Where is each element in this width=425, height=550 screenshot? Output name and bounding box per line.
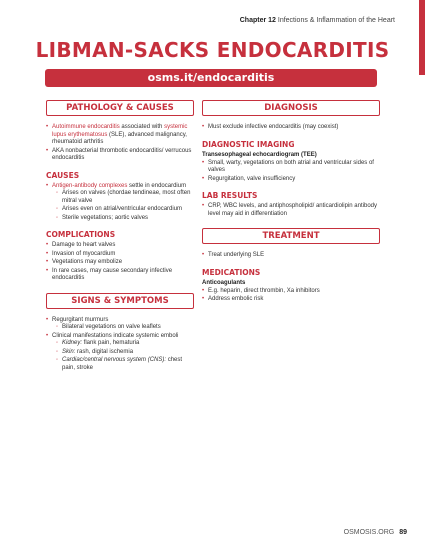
signs-heading: SIGNS & SYMPTOMS [46, 293, 194, 309]
page-number: 89 [399, 529, 407, 536]
causes-list [46, 183, 194, 223]
url-link[interactable]: osms.it/endocarditis [45, 69, 377, 87]
chapter-title: Infections & Inflammation of the Heart [277, 17, 395, 24]
list-item: • E.g. heparin, direct thrombin, Xa inhibitors [202, 288, 380, 296]
list-item: ◦ Cardiac/central nervous system (CNS): chest pain, stroke [56, 357, 194, 372]
list-item: • CRP, WBC levels, and antiphospholipid/ anticardiolipin antibody level may aid in differentiation [202, 203, 380, 218]
footer [344, 529, 407, 536]
list-item: ◦ Sterile vegetations; aortic valves [56, 215, 194, 223]
chapter-header [240, 17, 395, 24]
treatment-list [202, 252, 380, 260]
page-title: LIBMAN-SACKS ENDOCARDITIS [35, 38, 390, 62]
list-item: • Regurgitant murmurs ◦ Bilateral vegetations on valve leaflets [46, 317, 194, 332]
lab-heading: LAB RESULTS [202, 191, 258, 200]
medications-heading: MEDICATIONS [202, 267, 261, 277]
right-column [202, 100, 380, 305]
imaging-heading: DIAGNOSTIC IMAGING [202, 139, 295, 149]
treatment-heading: TREATMENT [202, 228, 380, 244]
diagnosis-heading: DIAGNOSIS [202, 100, 380, 116]
complications-list [46, 242, 194, 283]
list-item: ◦ Kidney: flank pain, hematuria [56, 340, 194, 348]
list-item: • Regurgitation, valve insufficiency [202, 176, 380, 184]
tee-list [202, 160, 380, 184]
pathology-heading: PATHOLOGY & CAUSES [46, 100, 194, 116]
causes-heading: CAUSES [46, 170, 80, 180]
footer-brand: OSMOSIS.ORG [343, 529, 395, 536]
list-item: • Address embolic risk [202, 296, 380, 304]
anticoag-heading: Anticoagulants [202, 279, 246, 286]
left-column [46, 100, 194, 373]
list-item: • In rare cases, may cause secondary infective endocarditis [46, 268, 194, 283]
list-item: • Vegetations may embolize [46, 259, 194, 267]
list-item: ◦ Arises even on atrial/ventricular endocardium [56, 206, 194, 214]
anticoag-list [202, 288, 380, 304]
signs-list [46, 317, 194, 373]
causes-sublist [56, 190, 194, 222]
list-item: • Invasion of myocardium [46, 251, 194, 259]
list-item: • AKA nonbacterial thrombotic endocarditis/ verrucous endocarditis [46, 148, 194, 163]
list-item: ◦ Arises on valves (chordae tendineae, most often mitral valve [56, 190, 194, 205]
list-item: • Treat underlying SLE [202, 252, 380, 260]
complications-heading: COMPLICATIONS [46, 230, 116, 239]
list-item: • Small, warty, vegetations on both atrial and ventricular sides of valves [202, 160, 380, 175]
pathology-list [46, 124, 194, 163]
tee-heading: Transesophageal echocardiogram (TEE) [202, 151, 317, 158]
list-item: ◦ Skin: rash, digital ischemia [56, 349, 194, 357]
chapter-label: Chapter 12 [239, 17, 276, 24]
diagnosis-list [202, 124, 380, 132]
lab-list [202, 203, 380, 218]
list-item: • Clinical manifestations indicate systemic emboli ◦ Kidney: flank pain, hematuria ◦ Skin: rash, digital ischemia ◦ Cardiac/central nervous system (CNS): chest pain, stroke [46, 333, 194, 373]
list-item: • Autoimmune endocarditis associated with systemic lupus erythematosus (SLE), advanced malignancy, rheumatoid arthritis [46, 124, 194, 147]
list-item: • Must exclude infective endocarditis (may coexist) [202, 124, 380, 132]
list-item: • Antigen-antibody complexes settle in endocardium ◦ Arises on valves (chordae tendineae, most often mitral valve ◦ Arises even on atrial/ventricular endocardium ◦ Sterile vegetations; aortic valves [46, 183, 194, 223]
list-item: ◦ Bilateral vegetations on valve leaflets [56, 324, 194, 332]
list-item: • Damage to heart valves [46, 242, 194, 250]
